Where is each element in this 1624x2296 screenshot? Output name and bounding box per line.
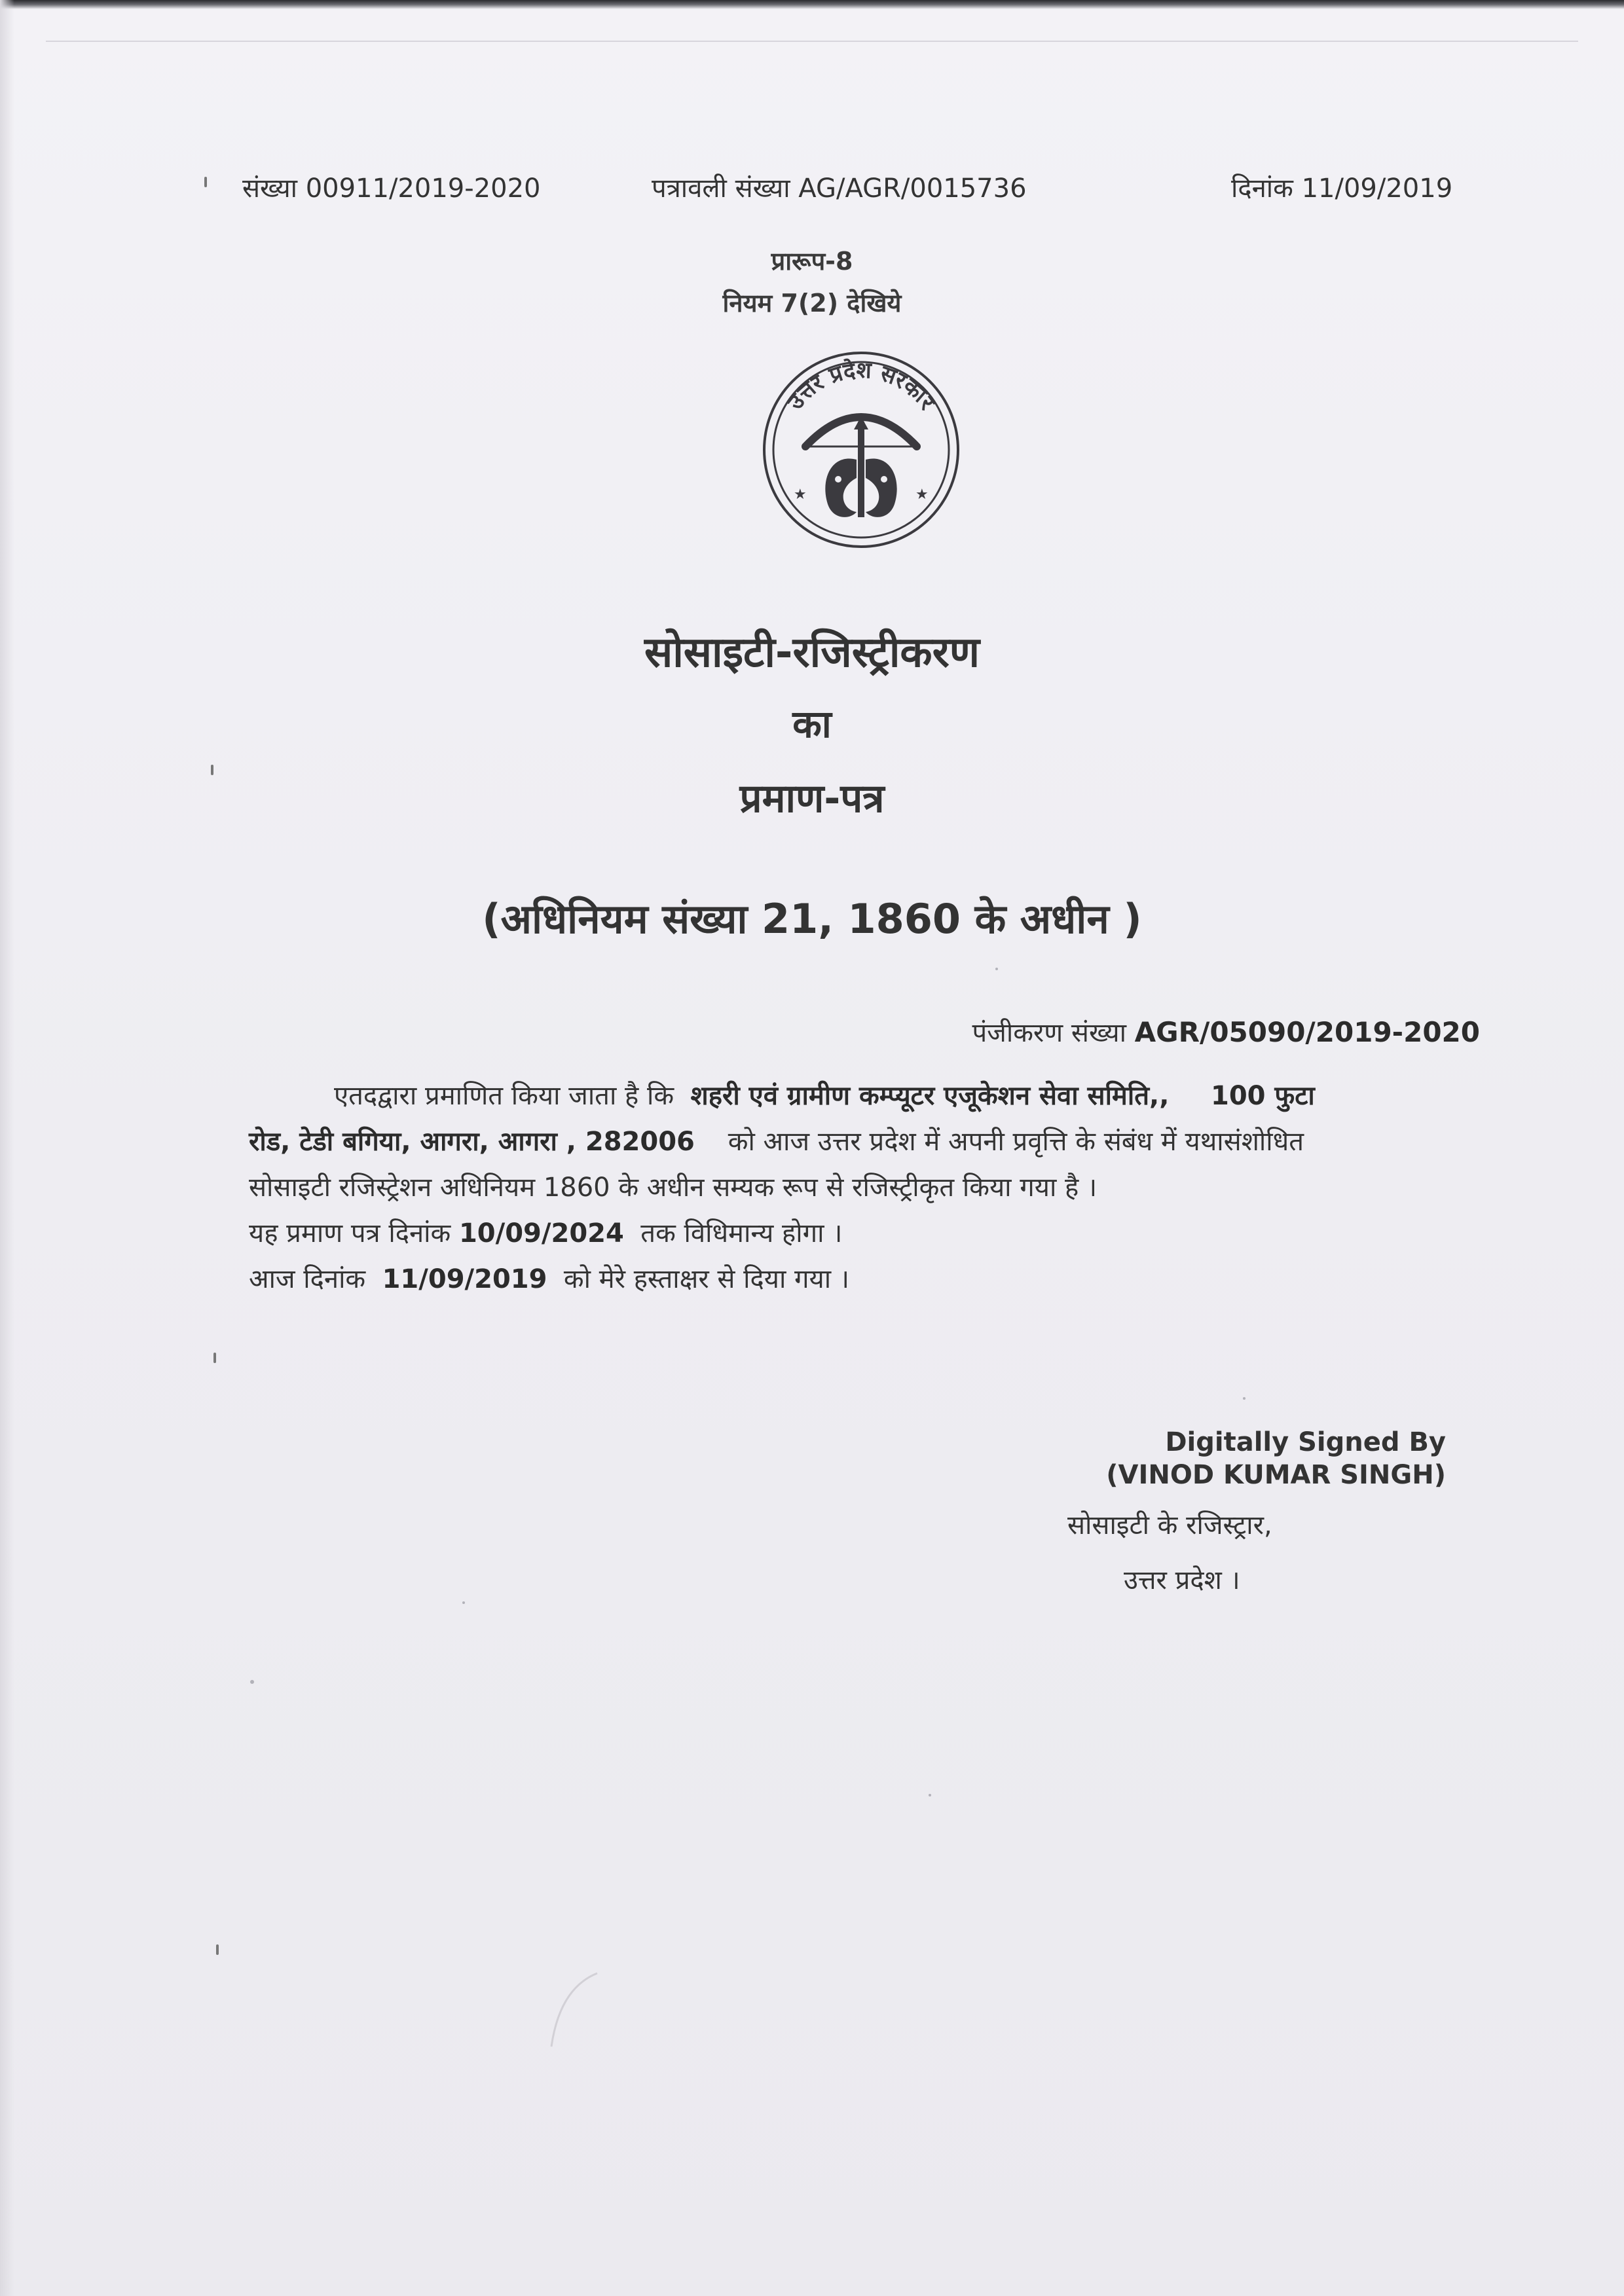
registration-line — [972, 1013, 1480, 1049]
society-address-part1: 100 फुटा — [1210, 1081, 1315, 1111]
certificate-title-connector: का — [792, 702, 832, 746]
registration-statement: को आज उत्तर प्रदेश में अपनी प्रवृत्ति के संबंध में यथासंशोधित — [728, 1127, 1304, 1157]
society-address-part2: रोड, टेडी बगिया, आगरा, आगरा , 282006 — [249, 1127, 695, 1157]
registration-number: AGR/05090/2019-2020 — [1134, 1016, 1480, 1048]
up-government-emblem-icon — [760, 348, 963, 551]
scan-speck — [995, 968, 998, 970]
svg-text:★: ★ — [915, 486, 929, 503]
certificate-title: सोसाइटी-रजिस्ट्रीकरण — [644, 629, 980, 677]
validity-line — [249, 1214, 842, 1250]
issued-prefix: आज दिनांक — [249, 1264, 366, 1294]
society-name: शहरी एवं ग्रामीण कम्प्यूटर एजूकेशन सेवा समिति,, — [690, 1081, 1170, 1111]
signatory-role: सोसाइटी के रजिस्ट्रार, — [1067, 1510, 1272, 1540]
scan-top-edge — [0, 0, 1624, 9]
scan-speck — [462, 1601, 465, 1604]
certificate-number: संख्या 00911/2019-2020 — [242, 173, 541, 204]
file-number: पत्रावली संख्या AG/AGR/0015736 — [652, 173, 1027, 204]
certificate-title-type: प्रमाण-पत्र — [739, 776, 885, 822]
digital-signature-label: Digitally Signed By — [1165, 1427, 1446, 1457]
form-name: प्रारूप-8 — [771, 247, 853, 276]
scan-mark — [213, 1353, 216, 1363]
validity-suffix: तक विधिमान्य होगा । — [640, 1218, 843, 1248]
scan-mark — [216, 1944, 219, 1955]
body-line-2 — [249, 1122, 1304, 1158]
scan-crease-mark — [545, 1971, 604, 2049]
svg-text:उत्तर प्रदेश सरकार — [782, 357, 940, 415]
signatory-name: (VINOD KUMAR SINGH) — [1106, 1460, 1446, 1490]
scan-mark — [204, 177, 207, 187]
issued-date: 11/09/2019 — [382, 1264, 547, 1294]
svg-text:★: ★ — [794, 486, 807, 503]
certification-intro: एतदद्वारा प्रमाणित किया जाता है कि — [334, 1081, 674, 1111]
validity-prefix: यह प्रमाण पत्र दिनांक — [249, 1218, 451, 1248]
body-line-1 — [334, 1076, 1315, 1112]
signatory-state: उत्तर प्रदेश । — [1124, 1565, 1240, 1595]
act-reference: (अधिनियम संख्या 21, 1860 के अधीन ) — [482, 895, 1142, 943]
emblem-text: उत्तर प्रदेश सरकार — [782, 357, 940, 415]
scan-speck — [1243, 1397, 1246, 1400]
issue-date: दिनांक 11/09/2019 — [1231, 173, 1453, 204]
paper-fold-line — [46, 41, 1578, 42]
scan-speck — [250, 1680, 254, 1684]
registration-label: पंजीकरण संख्या — [972, 1018, 1126, 1048]
body-line-3: सोसाइटी रजिस्ट्रेशन अधिनियम 1860 के अधीन सम्यक रूप से रजिस्ट्रीकृत किया गया है । — [249, 1173, 1098, 1203]
issued-line — [249, 1260, 849, 1296]
rule-reference: नियम 7(2) देखिये — [722, 289, 902, 318]
scan-speck — [929, 1794, 931, 1796]
scan-left-edge — [0, 0, 14, 2296]
validity-date: 10/09/2024 — [458, 1218, 624, 1248]
issued-suffix: को मेरे हस्ताक्षर से दिया गया । — [563, 1264, 849, 1294]
